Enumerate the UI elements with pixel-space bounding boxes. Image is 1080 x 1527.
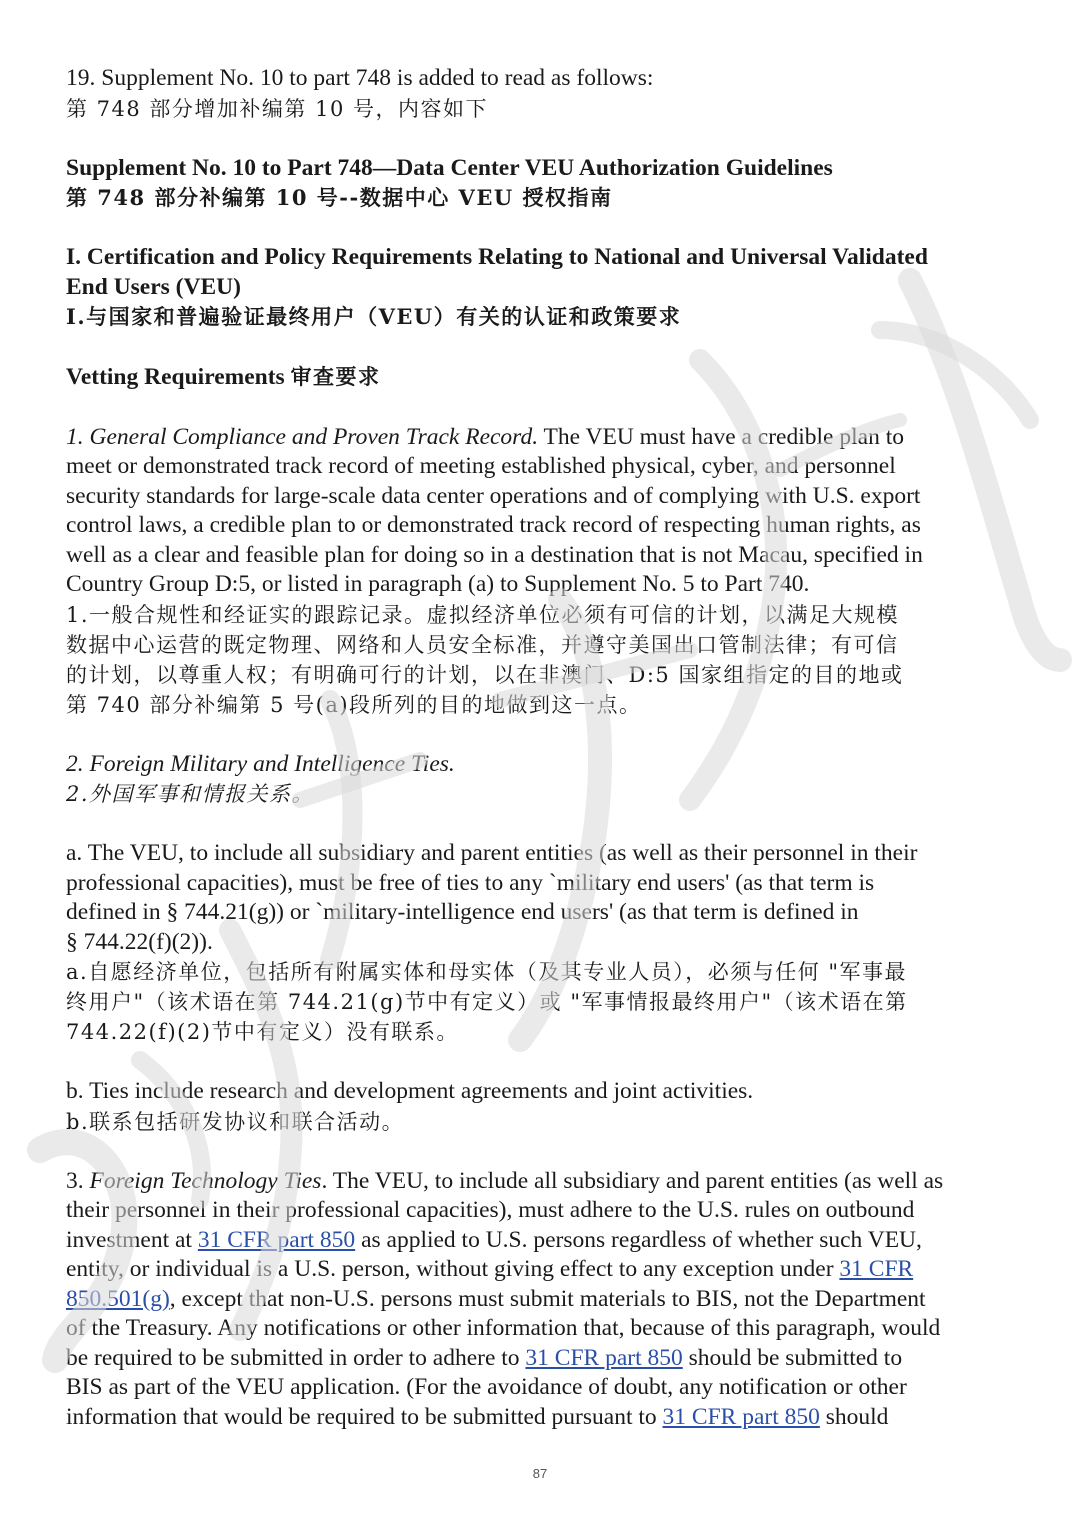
item1-zh-line: 的计划，以尊重人权；有明确可行的计划，以在非澳门、D:5 国家组指定的目的地或 bbox=[66, 662, 904, 687]
item3-line bbox=[66, 1226, 1016, 1256]
item2a-line: defined in § 744.21(g)) or `military-intelligence end users' (as that term is defined in bbox=[66, 899, 859, 925]
cfr-850-link[interactable]: 31 CFR part 850 bbox=[662, 1403, 820, 1430]
vetting-heading bbox=[66, 362, 1016, 393]
item3-line bbox=[66, 1285, 1016, 1315]
cfr-850-501g-link[interactable]: 31 CFR bbox=[839, 1256, 914, 1282]
item3-text: investment at bbox=[66, 1226, 198, 1253]
item2a-line: a. The VEU, to include all subsidiary and parent entities (as well as their personnel in their bbox=[66, 840, 918, 866]
item3-text: as applied to U.S. persons regardless of whether such VEU, bbox=[355, 1226, 922, 1253]
item2-heading-zh: 2.外国军事和情报关系。 bbox=[66, 782, 315, 806]
item1-text: The VEU must have a credible plan to bbox=[538, 423, 904, 450]
item3-line bbox=[66, 1255, 1016, 1285]
item1-zh-line: 数据中心运营的既定物理、网络和人员安全标准，并遵守美国出口管制法律；有可信 bbox=[66, 632, 899, 657]
item1-lead: 1. General Compliance and Proven Track Record. bbox=[66, 423, 539, 450]
item1-line: Country Group D:5, or listed in paragraph (a) to Supplement No. 5 to Part 740. bbox=[66, 571, 810, 597]
item1-line: meet or demonstrated track record of meeting established physical, cyber, and personnel bbox=[66, 453, 896, 479]
item2a-zh-line: 终用户"（该术语在第 744.21(g)节中有定义）或 "军事情报最终用户"（该术语在第 bbox=[66, 990, 908, 1014]
item1-line: control laws, a credible plan to or demonstrated track record of respecting human rights, as bbox=[66, 512, 921, 538]
item3-line: their personnel in their professional capacities), must adhere to the U.S. rules on outbound bbox=[66, 1197, 915, 1223]
section1-heading-line1: I. Certification and Policy Requirements Relating to National and Universal Validated bbox=[66, 244, 928, 270]
item3-line: BIS as part of the VEU application. (For the avoidance of doubt, any notification or other bbox=[66, 1374, 907, 1400]
item3-text: . The VEU, to include all subsidiary and parent entities (as well as bbox=[321, 1167, 944, 1194]
item3-line: of the Treasury. Any notifications or other information that, because of this paragraph, would bbox=[66, 1315, 941, 1341]
cfr-850-link[interactable]: 31 CFR part 850 bbox=[197, 1226, 356, 1253]
item1-line bbox=[66, 423, 1016, 453]
item2a-zh-line: a.自愿经济单位，包括所有附属实体和母实体（及其专业人员），必须与任何 "军事最 bbox=[66, 960, 908, 984]
item3-line bbox=[66, 1344, 1016, 1374]
document-body bbox=[66, 64, 1016, 1432]
item3-text: be required to be submitted in order to adhere to bbox=[66, 1344, 526, 1371]
item2a-zh-line: 744.22(f)(2)节中有定义）没有联系。 bbox=[66, 1020, 459, 1044]
item3-text: should bbox=[819, 1403, 889, 1430]
item1-zh-line: 1.一般合规性和经证实的跟踪记录。虚拟经济单位必须有可信的计划，以满足大规模 bbox=[66, 602, 900, 627]
p19-en: 19. Supplement No. 10 to part 748 is added to read as follows: bbox=[66, 65, 654, 91]
item2a-line: § 744.22(f)(2)). bbox=[66, 928, 213, 955]
p19-zh: 第 748 部分增加补编第 10 号，内容如下 bbox=[66, 96, 489, 121]
item2b-zh: b.联系包括研发协议和联合活动。 bbox=[66, 1109, 405, 1134]
item3-line bbox=[66, 1167, 1016, 1197]
vetting-heading-zh: 审查要求 bbox=[290, 364, 381, 389]
supplement-title-zh: 第 748 部分补编第 10 号--数据中心 VEU 授权指南 bbox=[66, 185, 613, 210]
item2b-en: b. Ties include research and development agreements and joint activities. bbox=[66, 1078, 754, 1104]
section1-heading-line2: End Users (VEU) bbox=[66, 273, 241, 300]
supplement-title-en: Supplement No. 10 to Part 748—Data Center VEU Authorization Guidelines bbox=[66, 154, 833, 181]
item2a-line: professional capacities), must be free of ties to any `military end users' (as that term is bbox=[66, 869, 875, 896]
item1-line: well as a clear and feasible plan for doing so in a destination that is not Macau, specified in bbox=[66, 541, 923, 568]
item3-text: , except that non-U.S. persons must submit materials to BIS, not the Department bbox=[169, 1285, 926, 1312]
item3-line bbox=[66, 1403, 1016, 1433]
section1-heading-zh: I.与国家和普遍验证最终用户（VEU）有关的认证和政策要求 bbox=[66, 304, 682, 329]
item2-heading-en: 2. Foreign Military and Intelligence Ties. bbox=[66, 750, 455, 777]
cfr-850-link[interactable]: 31 CFR part 850 bbox=[525, 1344, 683, 1371]
page-number: 87 bbox=[532, 1466, 548, 1481]
vetting-heading-en: Vetting Requirements bbox=[66, 364, 285, 390]
cfr-850-501g-link[interactable]: 850.501(g) bbox=[66, 1285, 170, 1312]
item1-line: security standards for large-scale data center operations and of complying with U.S. export bbox=[66, 482, 921, 509]
item3-number: 3. bbox=[66, 1167, 90, 1194]
item3-text: should be submitted to bbox=[682, 1344, 903, 1371]
item3-text: entity, or individual is a U.S. person, without giving effect to any exception under bbox=[66, 1256, 840, 1282]
item3-lead: Foreign Technology Ties bbox=[89, 1167, 322, 1194]
item1-zh-line: 第 740 部分补编第 5 号(a)段所列的目的地做到这一点。 bbox=[66, 692, 642, 717]
item3-text: information that would be required to be submitted pursuant to bbox=[66, 1403, 663, 1430]
